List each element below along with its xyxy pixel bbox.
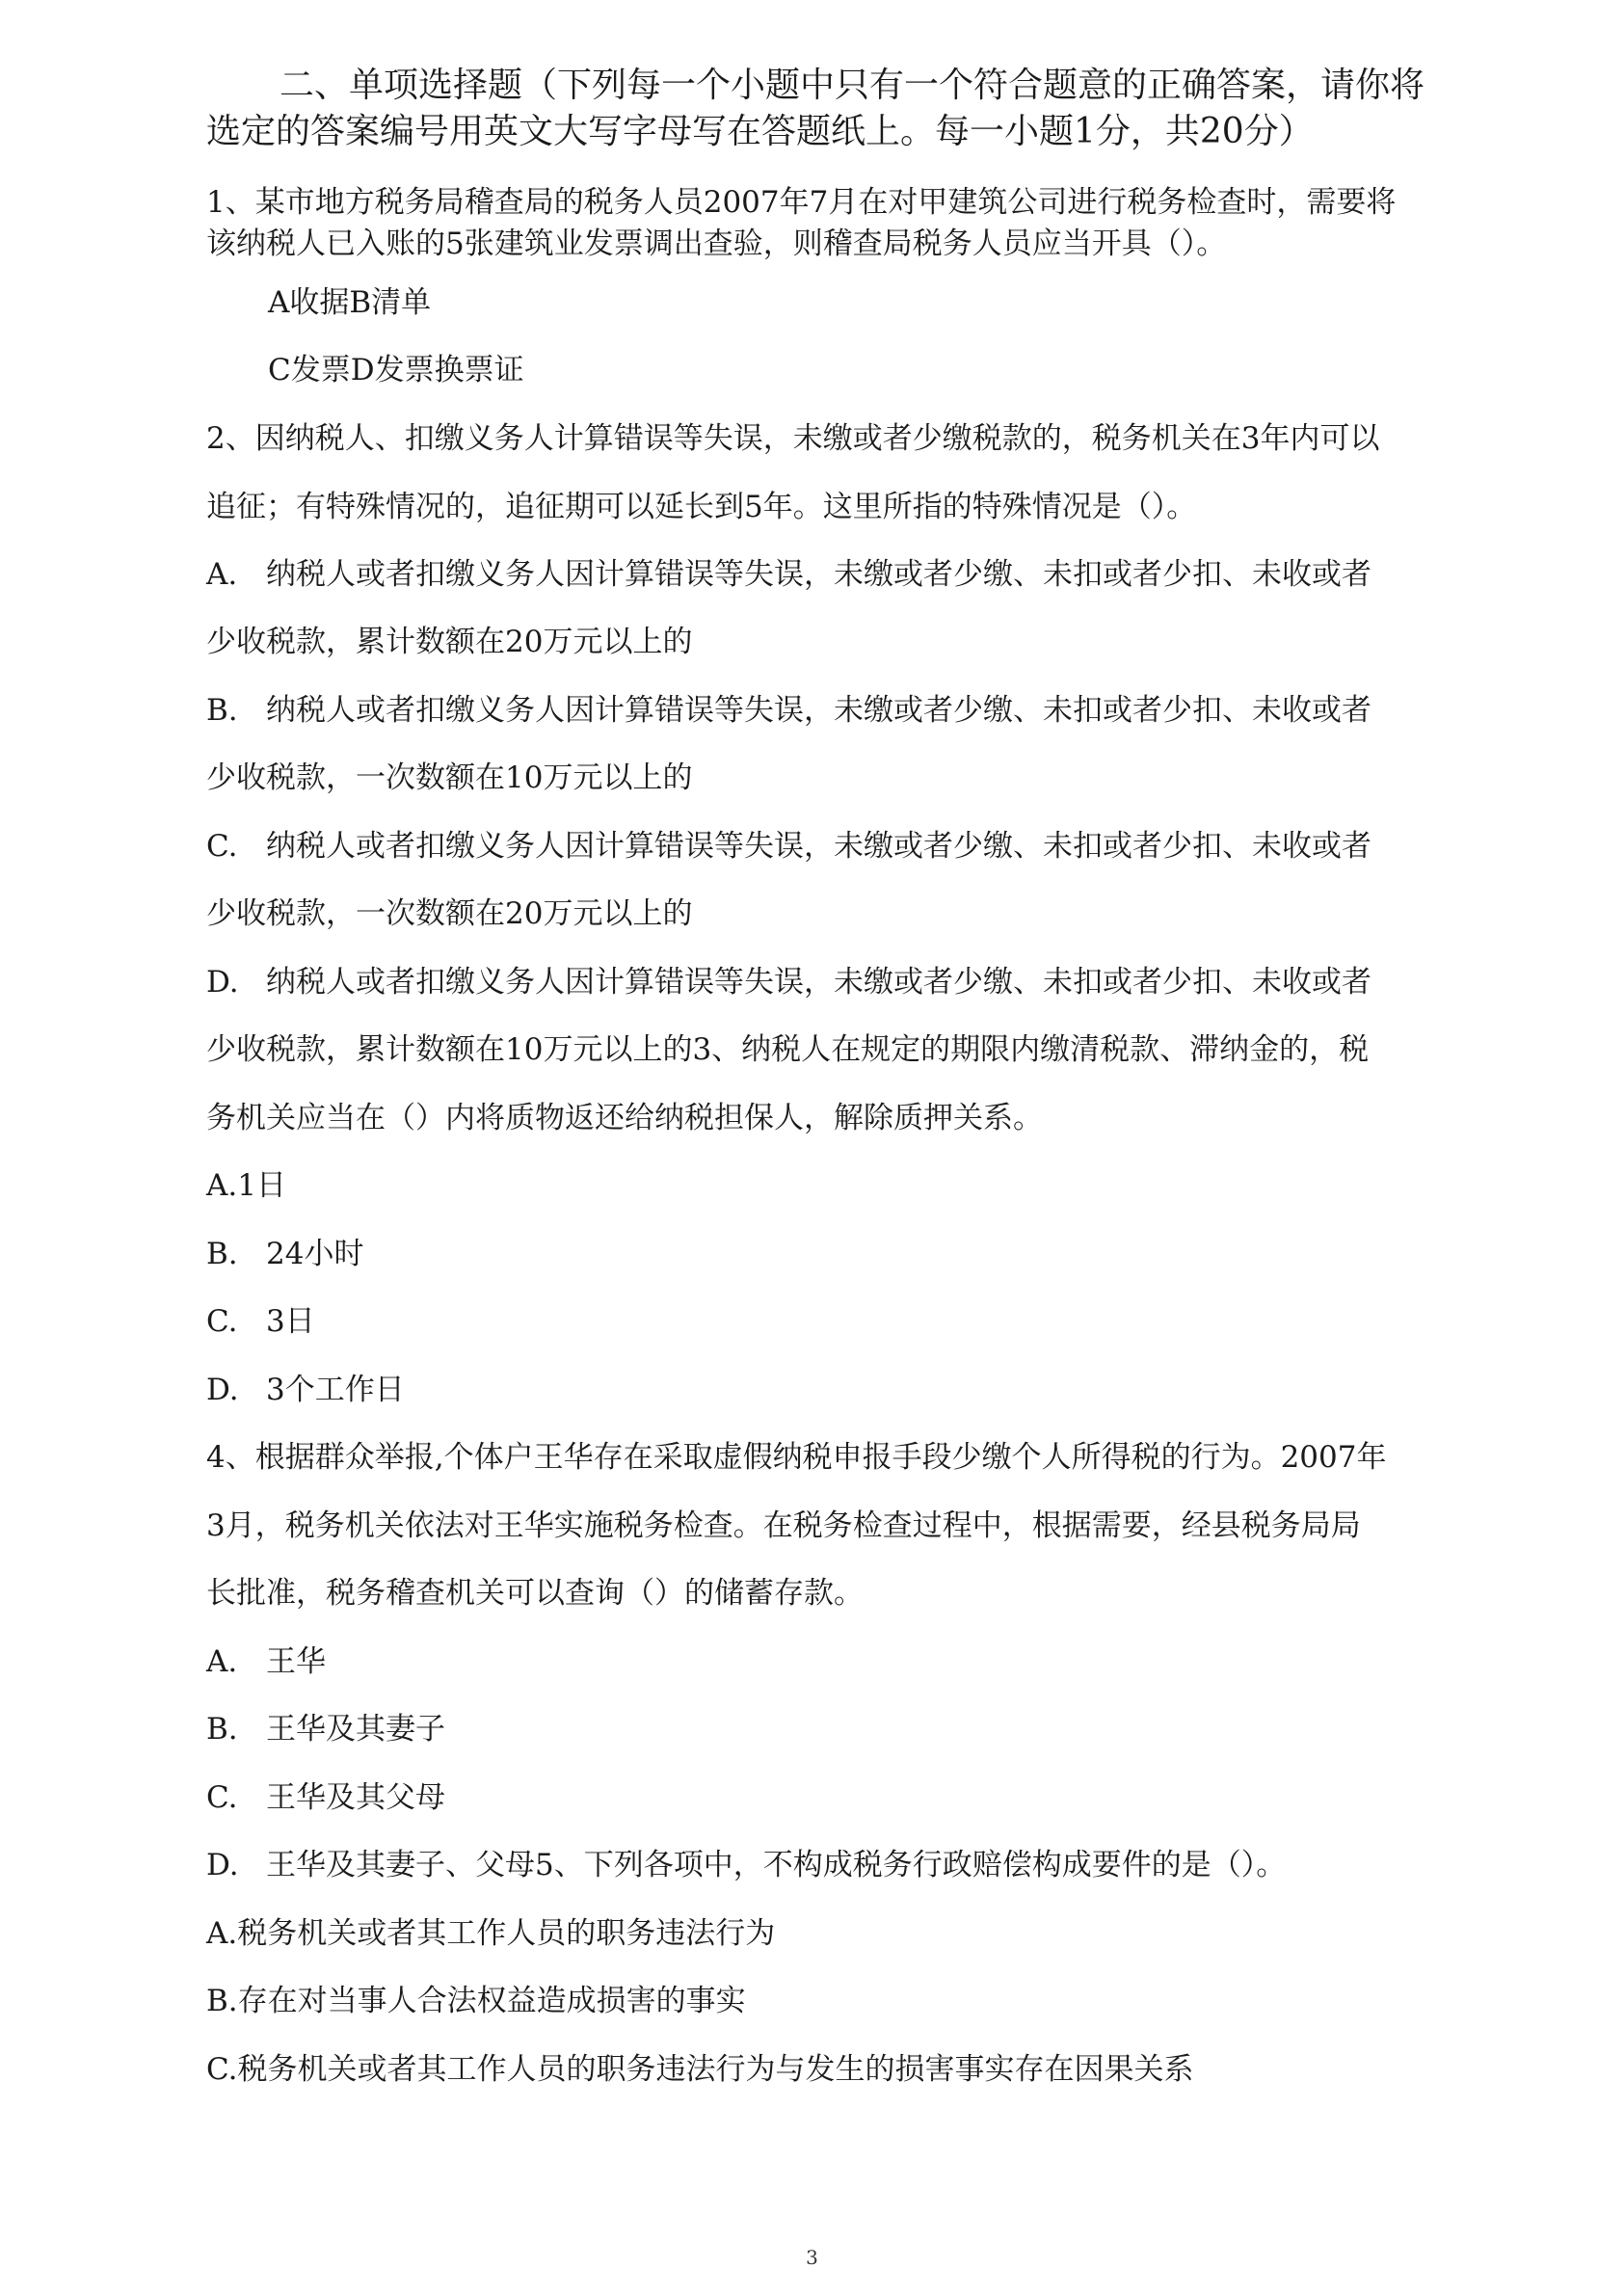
option-text: 24小时 (266, 1237, 364, 1271)
option-text: 王华及其妻子、父母5、下列各项中，不构成税务行政赔偿构成要件的是（）。 (266, 1848, 1287, 1882)
question-3-option-c (206, 1302, 315, 1341)
option-label: B. (206, 1712, 238, 1747)
question-2-option-d-line-2: 少收税款，累计数额在10万元以上的3、纳税人在规定的期限内缴清税款、滞纳金的，税 (206, 1032, 1370, 1067)
option-text: 王华及其父母 (266, 1780, 445, 1815)
section-heading-line-2: 选定的答案编号用英文大写字母写在答题纸上。每一小题1分，共20分） (206, 112, 1314, 151)
question-2-option-b-line-2: 少收税款，一次数额在10万元以上的 (206, 761, 693, 795)
question-2-option-a-line-1 (206, 555, 1371, 594)
question-4-option-a (206, 1642, 326, 1681)
question-2-option-c-line-2: 少收税款，一次数额在20万元以上的 (206, 896, 693, 931)
option-text: 3日 (266, 1304, 315, 1339)
option-label: D. (206, 1373, 239, 1407)
question-5-option-a: A.税务机关或者其工作人员的职务违法行为 (206, 1916, 776, 1951)
option-label: A. (206, 557, 238, 592)
option-label: B. (206, 1237, 238, 1271)
question-2-option-b-line-1 (206, 691, 1371, 730)
question-3-stem: 务机关应当在（）内将质物返还给纳税担保人，解除质押关系。 (206, 1101, 1043, 1135)
option-label: C. (206, 1304, 238, 1339)
question-2-option-d-line-1 (206, 963, 1371, 1001)
question-1-options-cd: C发票D发票换票证 (268, 353, 524, 387)
page-number: 3 (806, 2246, 818, 2269)
question-4-line-3: 长批准，税务稽查机关可以查询（）的储蓄存款。 (206, 1576, 864, 1611)
question-5-option-c: C.税务机关或者其工作人员的职务违法行为与发生的损害事实存在因果关系 (206, 2052, 1194, 2087)
question-3-option-b (206, 1235, 363, 1273)
question-3-option-d (206, 1371, 405, 1409)
question-4-option-c (206, 1778, 445, 1817)
question-2-line-1: 2、因纳税人、扣缴义务人计算错误等失误，未缴或者少缴税款的，税务机关在3年内可以 (206, 421, 1380, 456)
option-label: D. (206, 1848, 239, 1882)
option-text: 纳税人或者扣缴义务人因计算错误等失误，未缴或者少缴、未扣或者少扣、未收或者 (266, 693, 1371, 728)
question-4-option-b (206, 1710, 445, 1748)
question-3-option-a: A.1日 (206, 1168, 286, 1203)
question-1-options-ab: A收据B清单 (268, 285, 432, 320)
option-text: 纳税人或者扣缴义务人因计算错误等失误，未缴或者少缴、未扣或者少扣、未收或者 (266, 965, 1371, 1000)
option-text: 王华 (266, 1644, 326, 1679)
question-2-option-c-line-1 (206, 827, 1371, 866)
question-2-option-a-line-2: 少收税款，累计数额在20万元以上的 (206, 625, 693, 659)
option-label: D. (206, 965, 239, 1000)
question-1-line-1: 1、某市地方税务局稽查局的税务人员2007年7月在对甲建筑公司进行税务检查时，需要将 (206, 185, 1397, 220)
option-label: C. (206, 829, 238, 864)
option-text: 纳税人或者扣缴义务人因计算错误等失误，未缴或者少缴、未扣或者少扣、未收或者 (266, 829, 1371, 864)
option-label: B. (206, 693, 238, 728)
question-4-line-1: 4、根据群众举报,个体户王华存在采取虚假纳税申报手段少缴个人所得税的行为。2007年 (206, 1440, 1387, 1475)
section-heading-line-1: 二、单项选择题（下列每一个小题中只有一个符合题意的正确答案，请你将 (280, 66, 1425, 105)
question-4-option-d (206, 1846, 1286, 1884)
question-5-option-b: B.存在对当事人合法权益造成损害的事实 (206, 1984, 746, 2018)
option-text: 3个工作日 (266, 1373, 405, 1407)
option-text: 王华及其妻子 (266, 1712, 445, 1747)
question-2-line-2: 追征；有特殊情况的，追征期可以延长到5年。这里所指的特殊情况是（）。 (206, 490, 1197, 524)
question-1-line-2: 该纳税人已入账的5张建筑业发票调出查验，则稽查局税务人员应当开具（）。 (206, 227, 1227, 261)
option-text: 纳税人或者扣缴义务人因计算错误等失误，未缴或者少缴、未扣或者少扣、未收或者 (266, 557, 1371, 592)
option-label: C. (206, 1780, 238, 1815)
option-label: A. (206, 1644, 238, 1679)
question-4-line-2: 3月，税务机关依法对王华实施税务检查。在税务检查过程中，根据需要，经县税务局局 (206, 1508, 1361, 1543)
